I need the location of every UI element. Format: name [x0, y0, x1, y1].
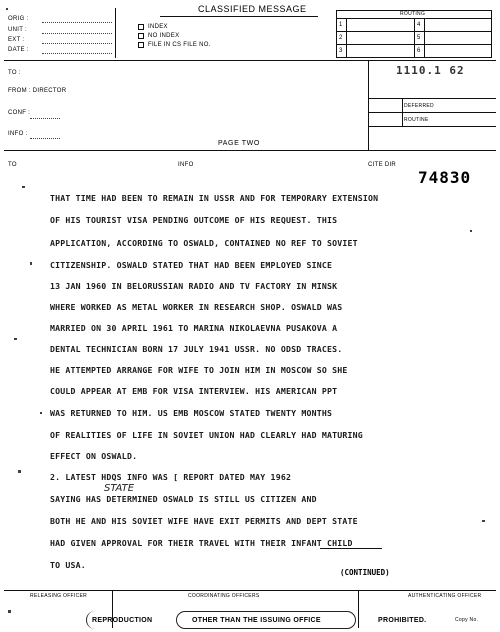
body-line-1: THAT TIME HAD BEEN TO REMAIN IN USSR AND FOR TEMPORARY EXTENSION — [50, 193, 379, 203]
routine-label: ROUTINE — [404, 117, 429, 123]
routing-num-6: 6 — [417, 48, 421, 54]
body-line-9: HE ATTEMPTED ARRANGE FOR WIFE TO JOIN HIM IN MOSCOW SO SHE — [50, 365, 348, 375]
conf-line — [30, 118, 60, 119]
no-index-option: NO INDEX — [148, 33, 180, 39]
routing-num-3: 3 — [339, 48, 343, 54]
noise-dot — [18, 470, 21, 473]
body-line-18: TO USA. — [50, 560, 86, 570]
reproduction-bracket — [86, 611, 184, 629]
page-label: PAGE TWO — [218, 140, 260, 147]
routing-num-1: 1 — [339, 22, 343, 28]
index-checkbox[interactable] — [138, 24, 144, 30]
header-bottom-rule — [4, 60, 496, 61]
footer-divider-2 — [358, 590, 359, 628]
continued-label: (CONTINUED) — [340, 568, 390, 577]
body-line-15: SAYING HAS DETERMINED OSWALD IS STILL US CITIZEN AND — [50, 494, 317, 504]
date-field-label: DATE : — [8, 47, 29, 53]
body-line-6: WHERE WORKED AS METAL WORKER IN RESEARCH SHOP. OSWALD WAS — [50, 302, 343, 312]
index-option: INDEX — [148, 24, 168, 30]
reproduction-notice-3: PROHIBITED. — [378, 617, 427, 624]
noise-dot — [14, 338, 17, 340]
date-stamp: 1110.1 62 — [396, 64, 465, 77]
body-line-8: DENTAL TECHNICIAN BORN 17 JULY 1941 USSR. NO ODSD TRACES. — [50, 344, 343, 354]
to-label: TO : — [8, 70, 21, 76]
body-line-4: CITIZENSHIP. OSWALD STATED THAT HAD BEEN EMPLOYED SINCE — [50, 260, 333, 270]
orig-field-label: ORIG : — [8, 16, 29, 22]
address-rule-1 — [368, 98, 496, 99]
body-line-13: EFFECT ON OSWALD. — [50, 451, 138, 461]
footer-rule — [4, 590, 496, 591]
coordinating-officers-label: COORDINATING OFFICERS — [188, 593, 260, 599]
file-option: FILE IN CS FILE NO. — [148, 42, 211, 48]
noise-dot — [40, 412, 42, 414]
handwritten-insert: STATE — [104, 483, 135, 494]
copy-no-label: Copy No. — [455, 617, 479, 623]
conf-label: CONF : — [8, 110, 31, 116]
routing-num-2: 2 — [339, 35, 343, 41]
releasing-officer-label: RELEASING OFFICER — [30, 593, 88, 599]
reproduction-notice-2: OTHER THAN THE ISSUING OFFICE — [192, 617, 321, 624]
routing-col-2 — [414, 18, 415, 58]
noise-dot — [470, 230, 472, 232]
body-line-17: HAD GIVEN APPROVAL FOR THEIR TRAVEL WITH THEIR INFANT CHILD — [50, 538, 353, 548]
body-line-10: COULD APPEAR AT EMB FOR VISA INTERVIEW. HIS AMERICAN PPT — [50, 386, 338, 396]
body-line-5: 13 JAN 1960 IN BELORUSSIAN RADIO AND TV FACTORY IN MINSK — [50, 281, 338, 291]
body-line-11: WAS RETURNED TO HIM. US EMB MOSCOW STATED TWENTY MONTHS — [50, 408, 333, 418]
from-label: FROM : DIRECTOR — [8, 88, 67, 94]
noise-dot — [22, 186, 25, 188]
form-title: CLASSIFIED MESSAGE — [198, 4, 307, 14]
message-top-rule — [4, 150, 496, 151]
header-divider-left — [115, 8, 116, 58]
address-divider — [368, 60, 369, 150]
ext-line — [42, 43, 112, 44]
routing-title: ROUTING — [400, 11, 426, 17]
body-line-16: BOTH HE AND HIS SOVIET WIFE HAVE EXIT PERMITS AND DEPT STATE — [50, 516, 358, 526]
infant-underline — [320, 548, 382, 549]
noise-dot — [30, 262, 32, 265]
msg-info-label: INFO — [178, 162, 194, 168]
address-divider-inner — [402, 98, 403, 126]
title-rule — [160, 16, 318, 17]
orig-line — [42, 22, 112, 23]
authenticating-officer-label: AUTHENTICATING OFFICER — [408, 593, 482, 599]
msg-cite-label: CITE DIR — [368, 162, 397, 168]
body-line-7: MARRIED ON 30 APRIL 1961 TO MARINA NIKOLAEVNA PUSAKOVA A — [50, 323, 338, 333]
routing-col-3 — [424, 18, 425, 58]
body-line-12: OF REALITIES OF LIFE IN SOVIET UNION HAD CLEARLY HAD MATURING — [50, 430, 363, 440]
ext-field-label: EXT : — [8, 37, 25, 43]
routing-num-5: 5 — [417, 35, 421, 41]
unit-line — [42, 33, 112, 34]
routing-col-1 — [346, 18, 347, 58]
info-line — [30, 138, 60, 139]
address-rule-3 — [368, 126, 496, 127]
msg-to-label: TO — [8, 162, 17, 168]
noise-dot — [6, 8, 8, 10]
noise-dot — [8, 610, 11, 613]
deferred-label: DEFERRED — [404, 103, 434, 109]
info-label: INFO : — [8, 131, 28, 137]
date-line — [42, 53, 112, 54]
body-line-3: APPLICATION, ACCORDING TO OSWALD, CONTAINED NO REF TO SOVIET — [50, 238, 358, 248]
reproduction-notice-1: REPRODUCTION — [92, 617, 153, 624]
file-checkbox[interactable] — [138, 42, 144, 48]
routing-num-4: 4 — [417, 22, 421, 28]
body-line-2: OF HIS TOURIST VISA PENDING OUTCOME OF HIS REQUEST. THIS — [50, 215, 338, 225]
address-rule-2 — [368, 112, 496, 113]
noise-dot — [482, 520, 485, 522]
body-line-14: 2. LATEST HDQS INFO WAS [ REPORT DATED MAY 1962 — [50, 472, 292, 482]
unit-field-label: UNIT : — [8, 27, 28, 33]
reproduction-oval — [176, 611, 356, 629]
cite-number: 74830 — [418, 168, 472, 187]
no-index-checkbox[interactable] — [138, 33, 144, 39]
